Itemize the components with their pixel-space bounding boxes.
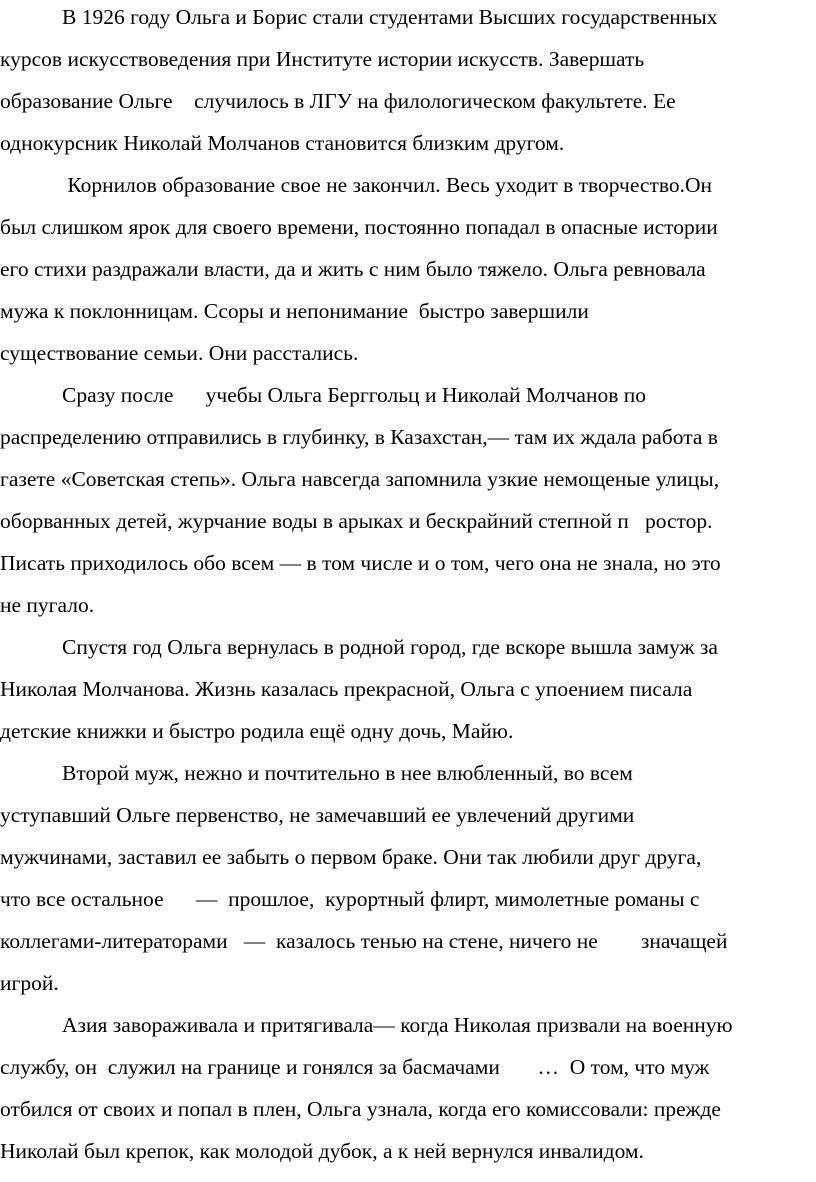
text-line: Азия завораживала и притягивала— когда Николая призвали на военную [62,1013,733,1037]
text-line: Сразу после учебы Ольга Берггольц и Николай Молчанов по [62,383,646,407]
text-line: образование Ольге случилось в ЛГУ на филологическом факультете. Ее [0,89,676,113]
text-line: отбился от своих и попал в плен, Ольга узнала, когда его комиссовали: прежде [0,1097,721,1121]
text-line: оборванных детей, журчание воды в арыках и бескрайний степной п ростор. [0,509,713,533]
text-line: детские книжки и быстро родила ещё одну дочь, Майю. [0,719,514,743]
text-line: Второй муж, нежно и почтительно в нее влюбленный, во всем [62,761,633,785]
text-line: его стихи раздражали власти, да и жить с ним было тяжело. Ольга ревновала [0,257,706,281]
text-line: газете «Советская степь». Ольга навсегда запомнила узкие немощеные улицы, [0,467,720,491]
text-line: коллегами-литераторами — казалось тенью на стене, ничего не значащей [0,929,728,953]
text-line: курсов искусствоведения при Институте истории искусств. Завершать [0,47,645,71]
text-line: мужа к поклонницам. Ссоры и непонимание быстро завершили [0,299,589,323]
text-line: Писать приходилось обо всем — в том числе и о том, чего она не знала, но это [0,551,721,575]
text-line: службу, он служил на границе и гонялся за басмачами … О том, что муж [0,1055,710,1079]
text-line: был слишком ярок для своего времени, постоянно попадал в опасные истории [0,215,718,239]
text-line: Спустя год Ольга вернулась в родной город, где вскоре вышла замуж за [62,635,718,659]
text-line: что все остальное — прошлое, курортный флирт, мимолетные романы с [0,887,700,911]
text-line: распределению отправились в глубинку, в Казахстан,— там их ждала работа в [0,425,718,449]
text-line: игрой. [0,971,59,995]
text-line: В 1926 году Ольга и Борис стали студентами Высших государственных [62,5,718,29]
text-line: существование семьи. Они расстались. [0,341,359,365]
text-line: Николая Молчанова. Жизнь казалась прекрасной, Ольга с упоением писала [0,677,693,701]
text-line: однокурсник Николай Молчанов становится близким другом. [0,131,565,155]
text-line: не пугало. [0,593,95,617]
text-line: Корнилов образование свое не закончил. Весь уходит в творчество.Он [62,173,712,197]
text-line: уступавший Ольге первенство, не замечавший ее увлечений другими [0,803,635,827]
text-line: Николай был крепок, как молодой дубок, а к ней вернулся инвалидом. [0,1139,644,1163]
text-line: мужчинами, заставил ее забыть о первом браке. Они так любили друг друга, [0,845,702,869]
